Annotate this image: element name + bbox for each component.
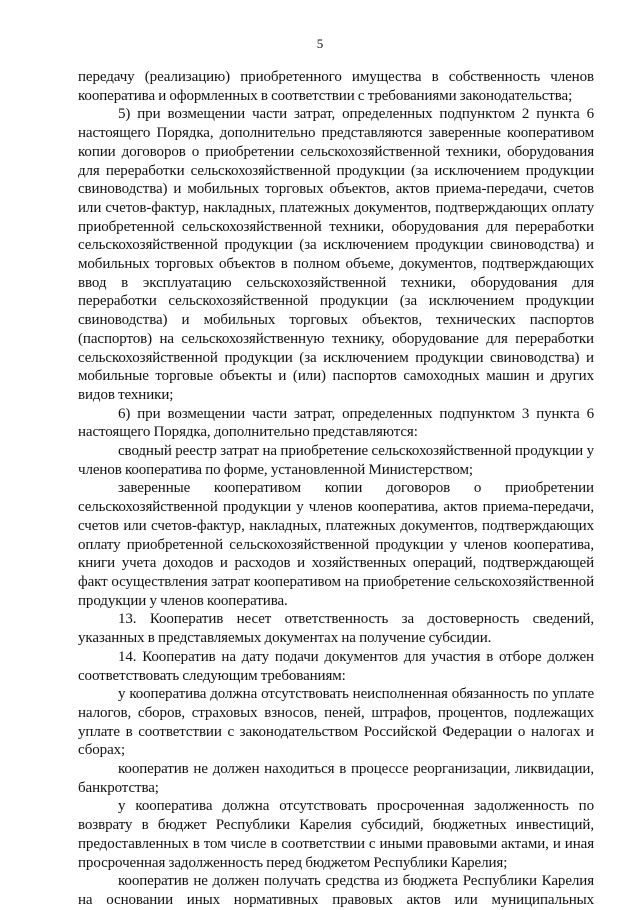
paragraph-clause-14: 14. Кооператив на дату подачи документов для участия в отборе должен соответствовать следующим требованиям: (78, 648, 594, 684)
paragraph-requirement-funds: кооператив не должен получать средства из бюджета Республики Карелия на основании иных нормативных правовых актов или муниципальных (78, 873, 594, 908)
page-number: 5 (316, 36, 324, 51)
paragraph-requirement-reorganization: кооператив не должен находиться в процессе реорганизации, ликвидации, банкротства; (78, 761, 594, 796)
paragraph-requirement-debt: у кооператива должна отсутствовать просроченная задолженность по возврату в бюджет Республики Карелия субсидий, бюджетных инвестиций, предоставленных в том числе в соответствии с иными правовыми актами, и иная просроченная задолженность перед бюджетом Республики Карелия; (78, 798, 594, 871)
paragraph-item-5: 5) при возмещении части затрат, определенных подпунктом 2 пункта 6 настоящего Порядка, дополнительно представляются заверенные кооперативом копии договоров о приобретении сельскохозяйственной техники, оборудования для переработки сельскохозяйственной продукции (за исключением продукции свиноводства) и мобильных торговых объектов, актов приема-передачи, счетов или счетов-фактур, накладных, платежных документов, подтверждающих оплату приобретенной сельскохозяйственной техники, оборудования для переработки сельскохозяйственной продукции (за исключением продукции свиноводства) и мобильных торговых объектов в полном объеме, документов, подтверждающих ввод в эксплуатацию сельскохозяйственной техники, оборудования для переработки сельскохозяйственной продукции (за исключением продукции свиноводства) и мобильных торговых объектов, технических паспортов (паспортов) на сельскохозяйственную технику, оборудование для переработки сельскохозяйственной продукции (за исключением продукции свиноводства) и мобильные торговые объекты и (или) паспортов самоходных машин и других видов техники; (78, 106, 594, 403)
paragraph-requirement-taxes: у кооператива должна отсутствовать неисполненная обязанность по уплате налогов, сборов, страховых взносов, пеней, штрафов, процентов, подлежащих уплате в соответствии с законодательством Российской Федерации о налогах и сборах; (78, 686, 594, 759)
paragraph-certified-copies: заверенные кооперативом копии договоров о приобретении сельскохозяйственной продукции у членов кооператива, актов приема-передачи, счетов или счетов-фактур, накладных, платежных документов, подтверждающих оплату приобретенной сельскохозяйственной продукции у членов кооператива, книги учета доходов и расходов и хозяйственных операций, подтверждающей факт осуществления затрат кооперативом на приобретение сельскохозяйственной продукции у членов кооператива. (78, 480, 594, 609)
paragraph-clause-13: 13. Кооператив несет ответственность за достоверность сведений, указанных в представляемых документах на получение субсидии. (78, 611, 594, 647)
paragraph-transfer-continuation: передачу (реализацию) приобретенного имущества в собственность членов кооператива и оформленных в соответствии с требованиями законодательства; (78, 69, 594, 104)
document-body (78, 68, 594, 910)
paragraph-summary-register: сводный реестр затрат на приобретение сельскохозяйственной продукции у членов кооператива по форме, установленной Министерством; (78, 443, 594, 478)
paragraph-item-6: 6) при возмещении части затрат, определенных подпунктом 3 пункта 6 настоящего Порядка, дополнительно представляются: (78, 405, 594, 441)
